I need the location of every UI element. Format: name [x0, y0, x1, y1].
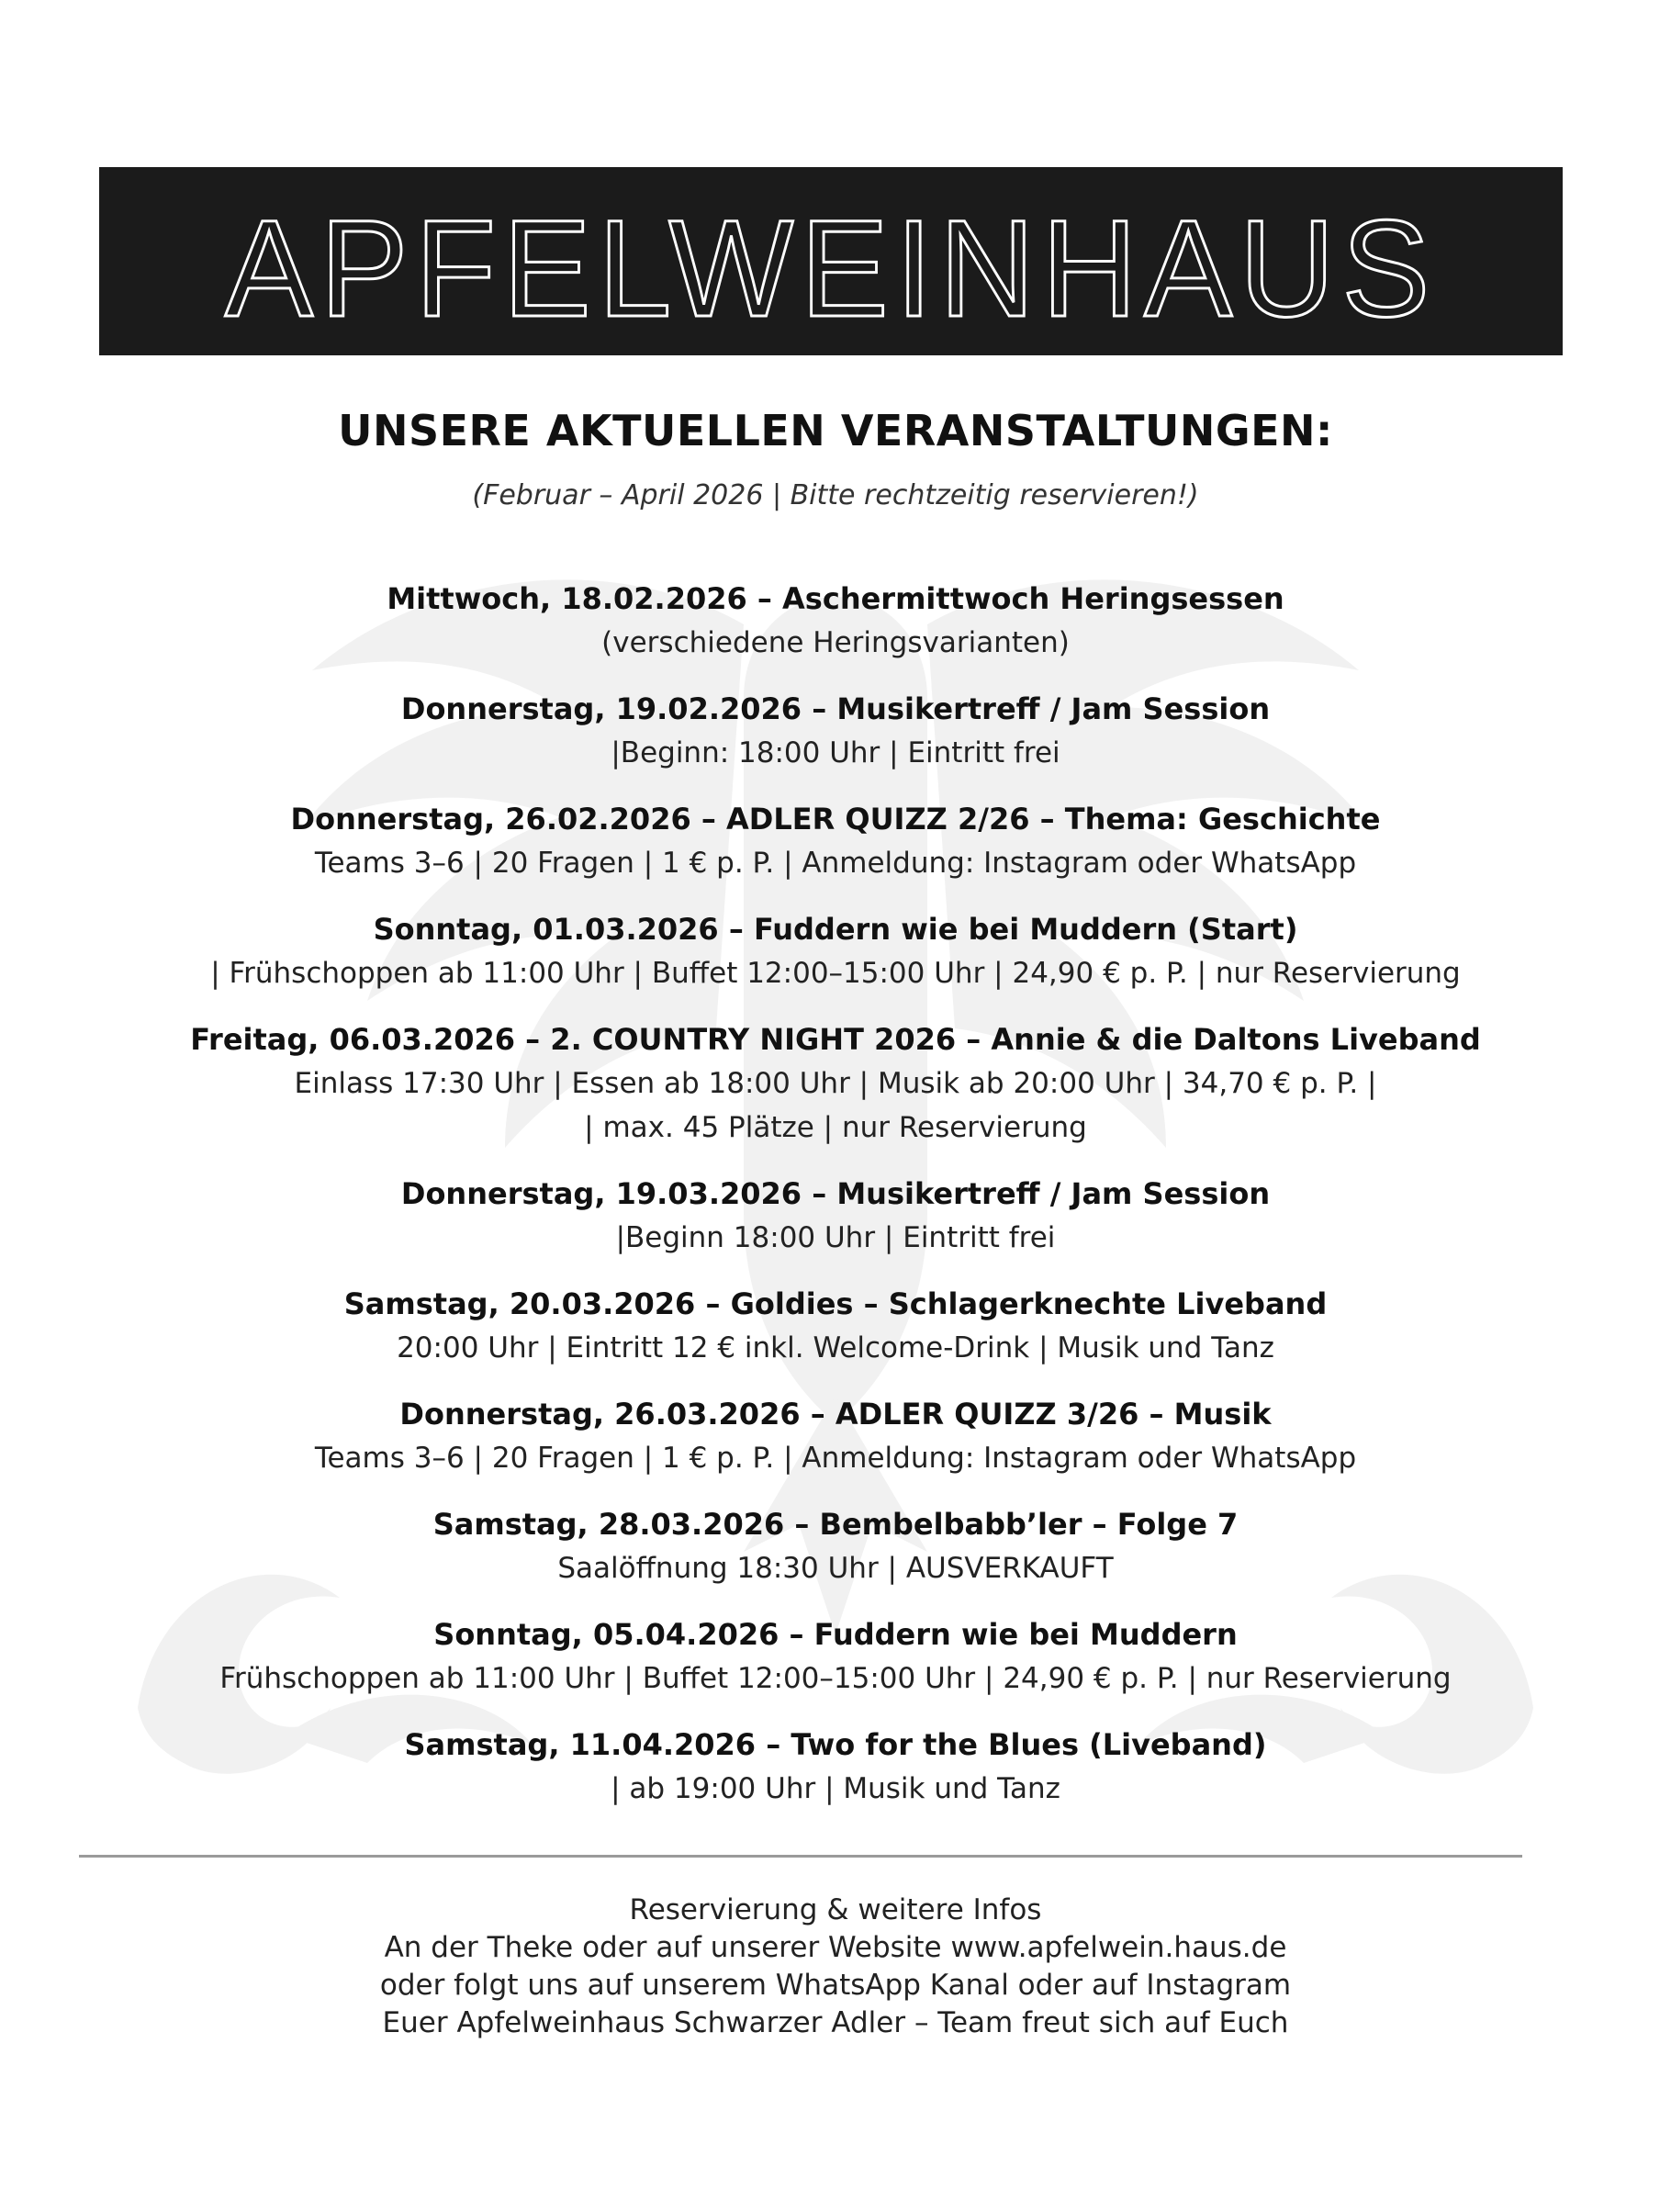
event-item	[0, 1612, 1671, 1701]
footer-line: oder folgt uns auf unserem WhatsApp Kanal oder auf Instagram	[379, 1969, 1292, 2002]
event-detail: 20:00 Uhr | Eintritt 12 € inkl. Welcome-Drink | Musik und Tanz	[397, 1331, 1274, 1364]
event-title: Samstag, 11.04.2026 – Two for the Blues (Liveband)	[404, 1727, 1267, 1762]
event-list	[0, 577, 1671, 1833]
event-item	[0, 687, 1671, 775]
page-title: UNSERE AKTUELLEN VERANSTALTUNGEN:	[338, 406, 1333, 455]
event-item	[0, 1172, 1671, 1260]
event-detail: Teams 3–6 | 20 Fragen | 1 € p. P. | Anmeldung: Instagram oder WhatsApp	[314, 1442, 1357, 1475]
footer-line: An der Theke oder auf unserer Website www.apfelwein.haus.de	[384, 1931, 1287, 1964]
page-subtitle: (Februar – April 2026 | Bitte rechtzeitig reservieren!)	[472, 479, 1199, 511]
event-title: Donnerstag, 19.02.2026 – Musikertreff / Jam Session	[400, 691, 1271, 726]
event-detail: | ab 19:00 Uhr | Musik und Tanz	[611, 1772, 1060, 1805]
logo-text: APFELWEINHAUS	[225, 191, 1437, 345]
event-item	[0, 1282, 1671, 1370]
event-detail: |Beginn: 18:00 Uhr | Eintritt frei	[611, 736, 1060, 769]
event-title: Mittwoch, 18.02.2026 – Aschermittwoch Heringsessen	[387, 581, 1284, 616]
event-item	[0, 1392, 1671, 1480]
event-detail: Einlass 17:30 Uhr | Essen ab 18:00 Uhr | Musik ab 20:00 Uhr | 34,70 € p. P. |	[294, 1067, 1377, 1100]
event-item	[0, 797, 1671, 885]
event-title: Samstag, 20.03.2026 – Goldies – Schlagerknechte Liveband	[343, 1286, 1328, 1321]
footer-line: Euer Apfelweinhaus Schwarzer Adler – Team freut sich auf Euch	[382, 2006, 1289, 2039]
event-detail: Saalöffnung 18:30 Uhr | AUSVERKAUFT	[557, 1552, 1114, 1585]
event-title: Freitag, 06.03.2026 – 2. COUNTRY NIGHT 2026 – Annie & die Daltons Liveband	[190, 1022, 1481, 1057]
event-detail: | max. 45 Plätze | nur Reservierung	[584, 1111, 1087, 1144]
event-title: Donnerstag, 26.03.2026 – ADLER QUIZZ 3/26 – Musik	[399, 1397, 1272, 1432]
event-detail: Teams 3–6 | 20 Fragen | 1 € p. P. | Anmeldung: Instagram oder WhatsApp	[314, 847, 1357, 880]
footer-divider	[79, 1855, 1522, 1858]
event-title: Samstag, 28.03.2026 – Bembelbabb’ler – Folge 7	[432, 1507, 1239, 1542]
event-title: Donnerstag, 19.03.2026 – Musikertreff / Jam Session	[400, 1176, 1271, 1211]
event-detail: Frühschoppen ab 11:00 Uhr | Buffet 12:00–15:00 Uhr | 24,90 € p. P. | nur Reservierung	[219, 1662, 1452, 1695]
apfelweinhaus-logo	[99, 167, 1563, 355]
event-title: Sonntag, 01.03.2026 – Fuddern wie bei Muddern (Start)	[373, 912, 1298, 947]
logo-banner	[99, 167, 1563, 355]
footer-info	[0, 1892, 1671, 2042]
event-item	[0, 1723, 1671, 1811]
event-item	[0, 1017, 1671, 1150]
event-detail: |Beginn 18:00 Uhr | Eintritt frei	[615, 1221, 1056, 1254]
footer-line: Reservierung & weitere Infos	[629, 1893, 1042, 1926]
event-detail: (verschiedene Heringsvarianten)	[601, 626, 1070, 659]
event-item	[0, 907, 1671, 995]
event-title: Donnerstag, 26.02.2026 – ADLER QUIZZ 2/26 – Thema: Geschichte	[290, 802, 1381, 837]
event-item	[0, 1502, 1671, 1590]
event-item	[0, 577, 1671, 665]
event-detail: | Frühschoppen ab 11:00 Uhr | Buffet 12:00–15:00 Uhr | 24,90 € p. P. | nur Reservierung	[210, 957, 1461, 990]
event-title: Sonntag, 05.04.2026 – Fuddern wie bei Muddern	[433, 1617, 1238, 1652]
